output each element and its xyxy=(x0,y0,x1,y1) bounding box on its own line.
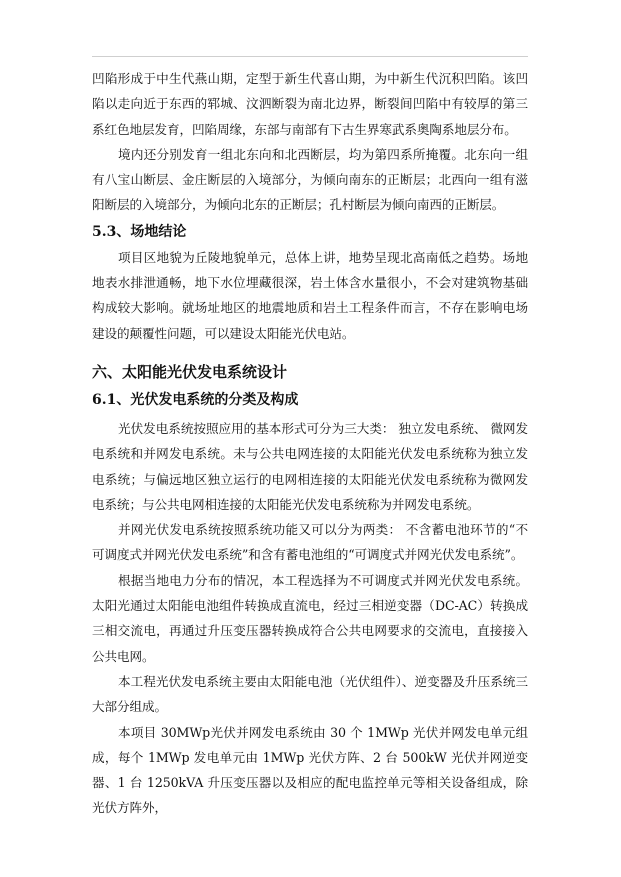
paragraph-depression-formation: 凹陷形成于中生代燕山期，定型于新生代喜山期，为中新生代沉积凹陷。该凹陷以走向近于东西的郓城、汶泗断裂为南北边界，断裂间凹陷中有较厚的第三系红色地层发育，凹陷周缘，东部与南部有下古生界寒武系奥陶系地层分布。 xyxy=(92,71,528,137)
paragraph-grid-connected: 并网光伏发电系统按照系统功能又可以分为两类： 不含蓄电池环节的“不可调度式并网光伏发电系统”和含有蓄电池组的“可调度式并网光伏发电系统”。 xyxy=(92,522,528,563)
paragraph-project-scale: 本项目 30MWp光伏并网发电系统由 30 个 1MWp 光伏并网发电单元组成，每个 1MWp 发电单元由 1MWp 光伏方阵、2 台 500kW 光伏并网逆变器、1 台 1250kVA 升压变压器以及相应的配电监控单元等相关设备组成，除光伏方阵外， xyxy=(92,724,528,816)
paragraph-site-conclusion: 项目区地貌为丘陵地貌单元，总体上讲，地势呈现北高南低之趋势。场地地表水排泄通畅，地下水位埋藏很深，岩土体含水量很小，不会对建筑物基础构成较大影响。就场址地区的地震地质和岩土工程条件而言，不存在影响电场建设的颠覆性问题，可以建设太阳能光伏电站。 xyxy=(92,249,528,341)
paragraph-system-types: 光伏发电系统按照应用的基本形式可分为三大类： 独立发电系统、 微网发电系统和并网发电系统。未与公共电网连接的太阳能光伏发电系统称为独立发电系统；与偏远地区独立运行的电网相连接的太阳能光伏发电系统称为微网发电系统；与公共电网相连接的太阳能光伏发电系统称为并网发电系统。 xyxy=(92,420,528,512)
header-rule xyxy=(92,56,528,57)
page-content xyxy=(92,66,528,821)
heading-5-3: 5.3、场地结论 xyxy=(92,223,187,240)
paragraph-selection: 根据当地电力分布的情况，本工程选择为不可调度式并网光伏发电系统。太阳光通过太阳能电池组件转换成直流电，经过三相逆变器（DC-AC）转换成三相交流电，再通过升压变压器转换成符合公共电网要求的交流电，直接接入公共电网。 xyxy=(92,572,528,664)
paragraph-components: 本工程光伏发电系统主要由太阳能电池（光伏组件）、逆变器及升压系统三大部分组成。 xyxy=(92,673,528,715)
heading-6-1: 6.1、光伏发电系统的分类及构成 xyxy=(92,391,299,408)
paragraph-faults: 境内还分别发育一组北东向和北西断层，均为第四系所掩覆。北东向一组有八宝山断层、金庄断层的入境部分，为倾向南东的正断层；北西向一组有滋阳断层的入境部分，为倾向北东的正断层；孔村断层为倾向南西的正断层。 xyxy=(92,146,528,213)
heading-6: 六、太阳能光伏发电系统设计 xyxy=(92,362,288,381)
